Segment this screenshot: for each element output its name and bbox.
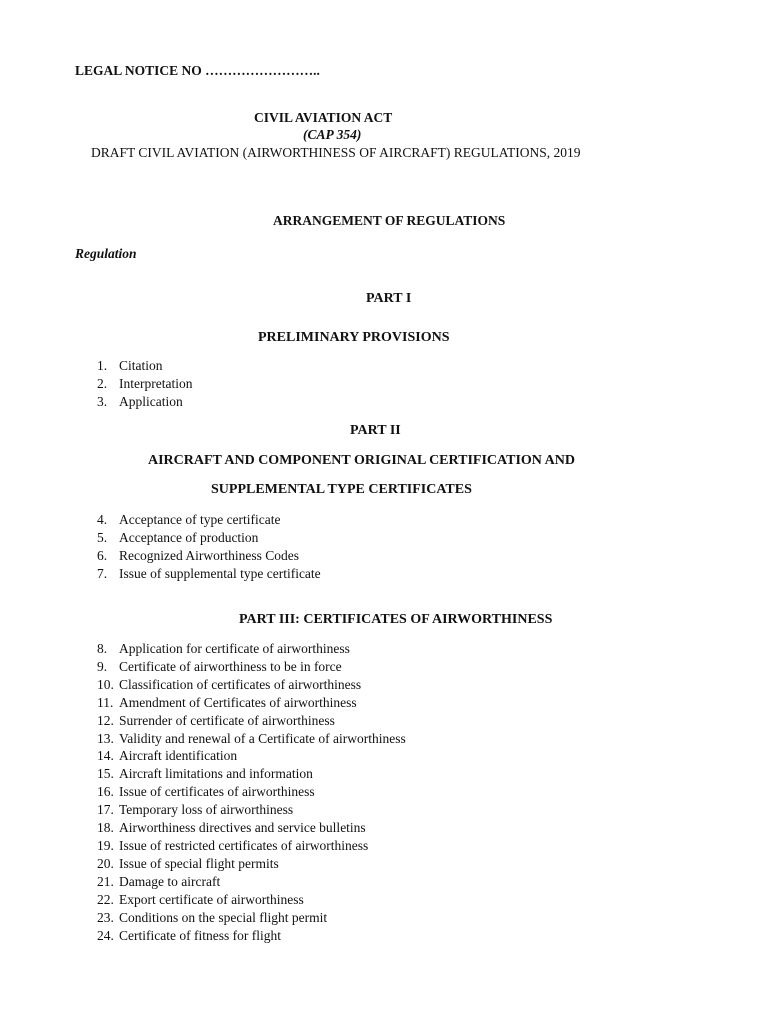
list-item: 23. Conditions on the special flight permit	[97, 909, 328, 925]
list-item: 11. Amendment of Certificates of airworthiness	[97, 694, 357, 710]
part1-list	[97, 357, 192, 411]
list-item: 2. Interpretation	[97, 375, 193, 391]
list-item: 21. Damage to aircraft	[97, 873, 221, 889]
list-item: 24. Certificate of fitness for flight	[97, 927, 281, 943]
part1-subheading: PRELIMINARY PROVISIONS	[258, 330, 450, 345]
legal-notice: LEGAL NOTICE NO ……………………..	[75, 63, 320, 78]
list-item: 12. Surrender of certificate of airworthiness	[97, 712, 335, 728]
list-item: 19. Issue of restricted certificates of airworthiness	[97, 837, 369, 853]
list-item: 22. Export certificate of airworthiness	[97, 891, 304, 907]
draft-title: DRAFT CIVIL AVIATION (AIRWORTHINESS OF AIRCRAFT) REGULATIONS, 2019	[91, 145, 581, 160]
list-item: 18. Airworthiness directives and service bulletins	[97, 820, 366, 836]
act-title: CIVIL AVIATION ACT	[254, 110, 393, 125]
list-item: 16. Issue of certificates of airworthiness	[97, 784, 315, 800]
part2-subheading-line1: AIRCRAFT AND COMPONENT ORIGINAL CERTIFICATION AND	[148, 453, 575, 468]
list-item: 20. Issue of special flight permits	[97, 855, 279, 871]
regulation-label: Regulation	[75, 246, 137, 261]
list-item: 10. Classification of certificates of airworthiness	[97, 676, 362, 692]
list-item: 14. Aircraft identification	[97, 748, 238, 764]
list-item: 8. Application for certificate of airworthiness	[97, 641, 350, 656]
list-item: 4. Acceptance of type certificate	[97, 512, 281, 527]
list-item: 6. Recognized Airworthiness Codes	[97, 547, 299, 563]
list-item: 1. Citation	[97, 358, 163, 373]
list-item: 13. Validity and renewal of a Certificate of airworthiness	[97, 730, 406, 746]
list-item: 15. Aircraft limitations and information	[97, 766, 313, 782]
list-item: 3. Application	[97, 393, 183, 409]
list-item: 9. Certificate of airworthiness to be in force	[97, 658, 342, 674]
arrangement-heading: ARRANGEMENT OF REGULATIONS	[273, 213, 506, 228]
list-item: 5. Acceptance of production	[97, 529, 259, 545]
part3-list	[97, 640, 406, 944]
part3-heading: PART III: CERTIFICATES OF AIRWORTHINESS	[239, 612, 553, 627]
part2-subheading-line2: SUPPLEMENTAL TYPE CERTIFICATES	[211, 482, 472, 497]
part1-heading: PART I	[366, 291, 412, 306]
list-item: 7. Issue of supplemental type certificate	[97, 565, 321, 581]
cap-number: (CAP 354)	[303, 127, 362, 142]
list-item: 17. Temporary loss of airworthiness	[97, 802, 294, 818]
part2-list	[97, 511, 321, 583]
part2-heading: PART II	[350, 423, 401, 438]
